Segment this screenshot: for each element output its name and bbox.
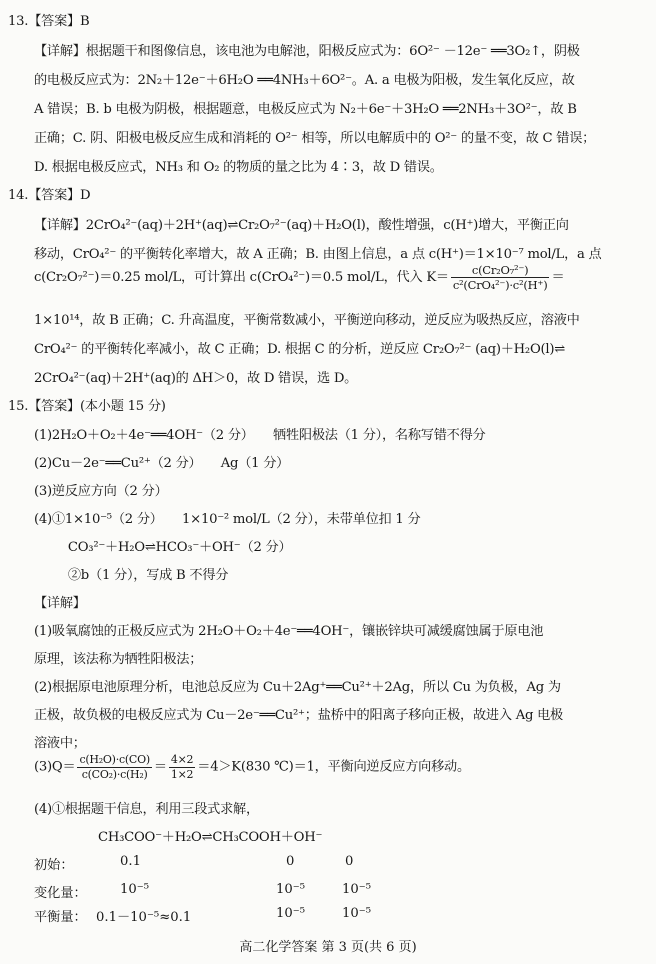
q13-line-3: A 错误；B. b 电极为阴极，根据题意，电极反应式为 N₂＋6e⁻＋3H₂O ══2NH₃＋3O²⁻，故 B: [34, 102, 577, 117]
q15-detail-header: 【详解】: [34, 596, 86, 611]
row-cell: 10⁻⁵: [342, 882, 372, 897]
k-fraction: [451, 264, 550, 291]
q15-answer-2: (2)Cu－2e⁻══Cu²⁺（2 分） Ag（1 分）: [34, 456, 290, 471]
q15-detail-1: (1)吸氧腐蚀的正极反应式为 2H₂O＋O₂＋4e⁻══4OH⁻，镶嵌锌块可减缓腐蚀属于原电池: [34, 624, 544, 639]
q15-answer-1: (1)2H₂O＋O₂＋4e⁻══4OH⁻（2 分） 牺牲阳极法（1 分），名称写错不得分: [34, 428, 486, 443]
q15-q3-line: [34, 754, 470, 780]
q-value-denominator: 1×2: [170, 767, 194, 781]
k-numerator: c(Cr₂O₇²⁻): [451, 264, 550, 278]
q13-line-5: D. 根据电极反应式，NH₃ 和 O₂ 的物质的量之比为 4∶3，故 D 错误。: [34, 160, 443, 175]
q15-answer-4: (4)①1×10⁻⁵（2 分） 1×10⁻² mol/L（2 分），未带单位扣 1 分: [34, 512, 421, 527]
q13-header: 13.【答案】B: [8, 14, 90, 29]
q3-suffix: ＝4＞K(830 ℃)＝1，平衡向逆反应方向移动。: [197, 759, 470, 775]
q15-answer-6: ②b（1 分），写成 B 不得分: [42, 568, 229, 583]
q14-line-2: 移动，CrO₄²⁻ 的平衡转化率增大，故 A 正确；B. 由图上信息，a 点 c(H⁺)＝1×10⁻⁷ mol/L，a 点: [34, 247, 602, 262]
row-cell: 10⁻⁵: [276, 906, 306, 921]
q15-detail-2: 原理，该法称为牺牲阳极法；: [34, 652, 203, 667]
q15-q4-equation: CH₃COO⁻＋H₂O⇌CH₃COOH＋OH⁻: [98, 830, 323, 845]
row-cell: 10⁻⁵: [342, 906, 372, 921]
k-equals: ＝: [551, 270, 565, 286]
q-fraction: [77, 754, 151, 780]
row-cell: 0.1－10⁻⁵≈0.1: [96, 910, 192, 925]
q15-header: 15.【答案】(本小题 15 分): [8, 399, 166, 414]
q14-line-4: 1×10¹⁴，故 B 正确；C. 升高温度，平衡常数减小，平衡逆向移动，逆反应为吸热反应，溶液中: [34, 313, 580, 328]
q15-detail-3: (2)根据原电池原理分析，电池总反应为 Cu＋2Ag⁺══Cu²⁺＋2Ag，所以 Cu 为负极，Ag 为: [34, 680, 561, 695]
row-cell: 0: [345, 854, 354, 869]
row-cell: 10⁻⁵: [276, 882, 306, 897]
q14-header: 14.【答案】D: [8, 188, 91, 203]
q13-line-2: 的电极反应式为：2N₂＋12e⁻＋6H₂O ══4NH₃＋6O²⁻。A. a 电极为阳极，发生氧化反应，故: [34, 73, 575, 88]
q15-detail-5: 溶液中；: [34, 736, 86, 751]
q15-answer-5: CO₃²⁻＋H₂O⇌HCO₃⁻＋OH⁻（2 分）: [42, 540, 292, 555]
row-label: 平衡量：: [34, 910, 87, 925]
q14-line-6: 2CrO₄²⁻(aq)＋2H⁺(aq)的 ΔH＞0，故 D 错误，选 D。: [34, 371, 358, 386]
row-cell: 0: [286, 854, 295, 869]
q14-line-3-text: c(Cr₂O₇²⁻)＝0.25 mol/L，可计算出 c(CrO₄²⁻)＝0.5 mol/L，代入 K＝: [34, 270, 449, 286]
q13-line-1: 【详解】根据题干和图像信息，该电池为电解池，阳极反应式为：6O²⁻ －12e⁻ ══3O₂↑，阴极: [34, 44, 580, 59]
row-cell: 0.1: [120, 854, 141, 869]
q-value-numerator: 4×2: [170, 753, 194, 766]
q-value-fraction: [169, 754, 195, 780]
row-label: 变化量：: [34, 886, 87, 901]
q3-equals: ＝: [153, 759, 167, 775]
q15-answer-3: (3)逆反应方向（2 分）: [34, 484, 168, 499]
q15-q4-intro: (4)①根据题干信息，利用三段式求解，: [34, 802, 259, 817]
q14-line-1: 【详解】2CrO₄²⁻(aq)＋2H⁺(aq)⇌Cr₂O₇²⁻(aq)＋H₂O(l)，酸性增强，c(H⁺)增大，平衡正向: [34, 218, 569, 233]
q-fraction-denominator: c(CO₂)·c(H₂): [81, 767, 148, 781]
k-denominator: c²(CrO₄²⁻)·c²(H⁺): [452, 278, 548, 293]
page-footer: 高二化学答案 第 3 页(共 6 页): [239, 940, 417, 955]
q-fraction-numerator: c(H₂O)·c(CO): [79, 753, 150, 766]
q15-detail-4: 正极，故负极的电极反应式为 Cu－2e⁻══Cu²⁺；盐桥中的阳离子移向正极，故进入 Ag 电极: [34, 708, 563, 723]
q13-line-4: 正确；C. 阴、阳极电极反应生成和消耗的 O²⁻ 相等，所以电解质中的 O²⁻ 的量不变，故 C 错误；: [34, 131, 596, 146]
row-cell: 10⁻⁵: [120, 882, 150, 897]
q14-line-5: CrO₄²⁻ 的平衡转化率减小，故 C 正确；D. 根据 C 的分析，逆反应 Cr₂O₇²⁻ (aq)＋H₂O(l)⇌: [34, 342, 566, 357]
q3-prefix: (3)Q＝: [34, 759, 76, 775]
q14-line-3: [34, 264, 564, 291]
row-label: 初始：: [34, 858, 74, 873]
